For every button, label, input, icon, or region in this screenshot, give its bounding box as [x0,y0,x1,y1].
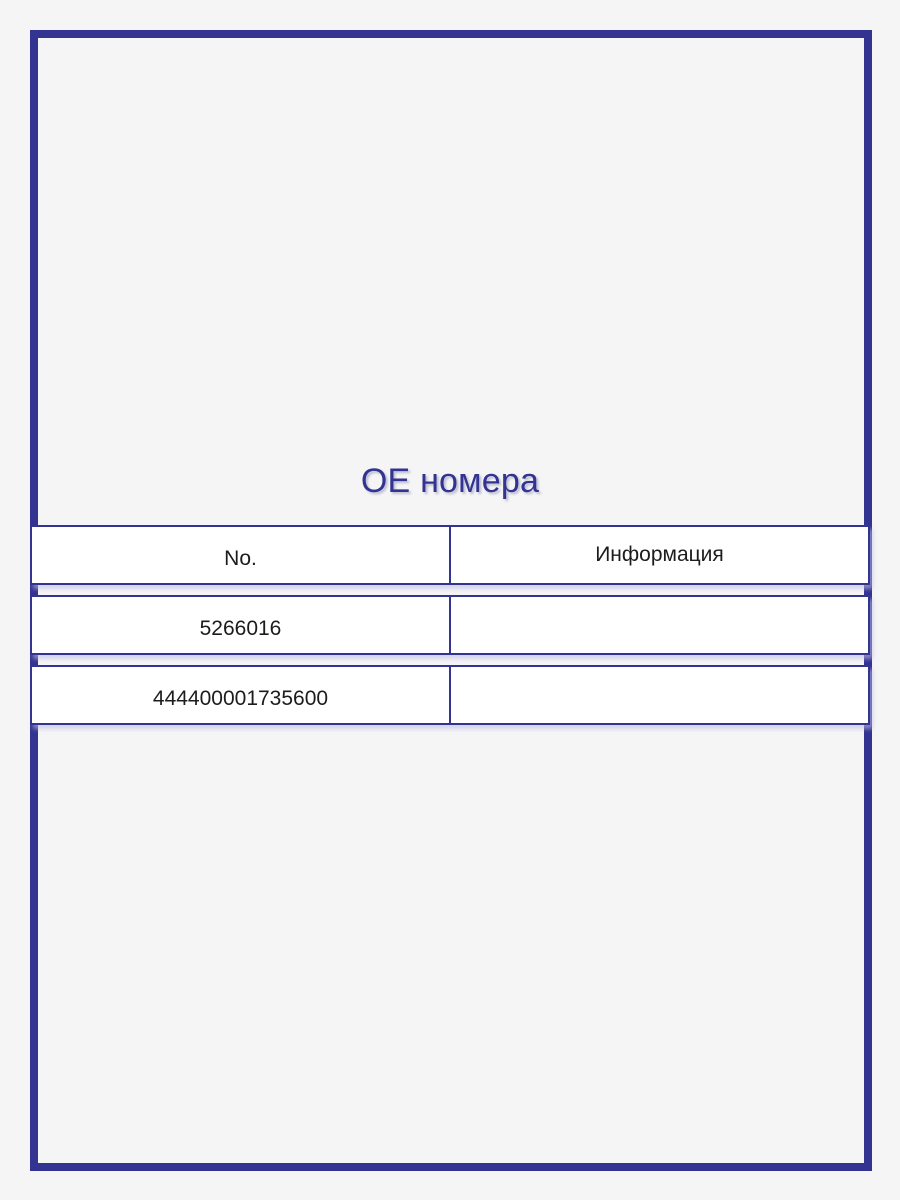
table-row [30,595,870,655]
table-row [30,665,870,725]
cell-no: 5266016 [32,597,451,653]
cell-info [451,667,868,723]
header-no: No. [32,527,451,583]
cell-info [451,597,868,653]
header-info: Информация [595,542,724,566]
page-title: OE номера [360,462,540,500]
cell-no: 444400001735600 [32,667,451,723]
table-header-row [30,525,870,585]
